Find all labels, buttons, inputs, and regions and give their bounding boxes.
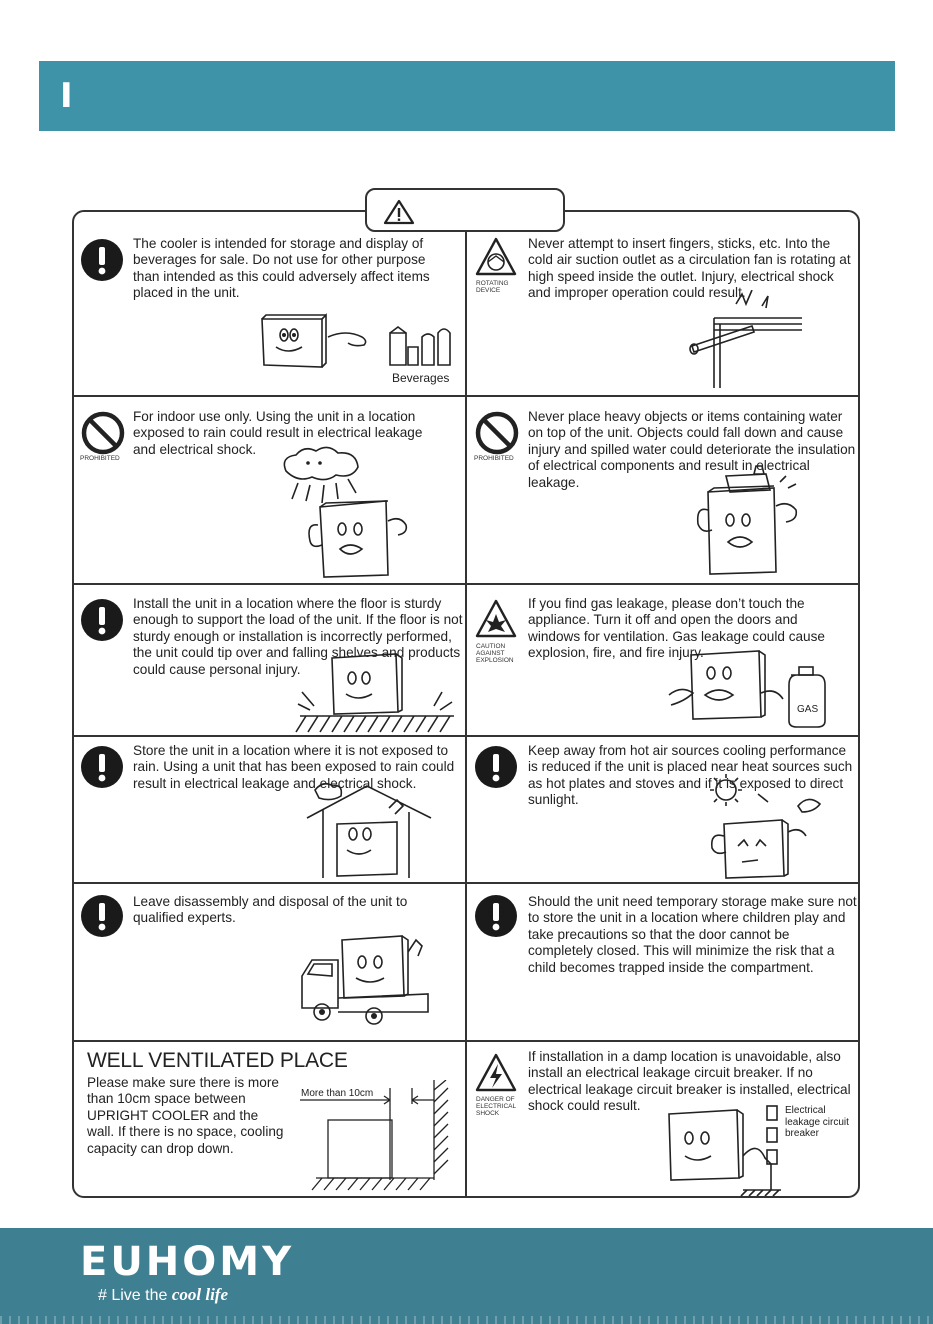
brand-logo: EUHOMY	[80, 1239, 295, 1285]
header-bar	[39, 61, 895, 131]
truck-illustration	[298, 932, 443, 1032]
heavy-objects-illustration	[690, 462, 815, 577]
cell-text: If installation in a damp location is unavoidable, also install an electrical leakage circuit breaker. If no electrical leakage circuit breaker is installed, electrical shock could result.	[528, 1049, 851, 1114]
ventilation-title: WELL VENTILATED PLACE	[87, 1049, 348, 1072]
prohibited-icon	[474, 410, 520, 456]
electric-shock-icon	[474, 1052, 518, 1094]
warning-triangle-icon	[383, 199, 415, 225]
symbol-caption: CAUTION AGAINST EXPLOSION	[476, 643, 514, 664]
cell-text: If you find gas leakage, please don’t touch the appliance. Turn it off and open the doors and windows for ventilation. Gas leakage could cause explosion, fire, and fire injury.	[528, 596, 825, 661]
cell-text: Should the unit need temporary storage make sure not to store the unit in a location where children play and take precautions so that the door cannot be completely closed. This will minimize the risk that a child becomes trapped inside the compartment.	[528, 894, 857, 975]
mandatory-icon	[474, 894, 518, 938]
rain-illustration	[276, 445, 436, 580]
mandatory-icon	[474, 745, 518, 789]
circuit-breaker-illustration	[665, 1100, 785, 1196]
beverages-label: Beverages	[392, 371, 450, 385]
row-divider	[73, 735, 859, 737]
mandatory-icon	[80, 238, 124, 282]
grid-divider	[465, 232, 467, 1198]
tagline-emphasis: cool life	[171, 1285, 229, 1304]
warning-tab	[365, 188, 565, 232]
cell-text: Leave disassembly and disposal of the unit to qualified experts.	[133, 894, 408, 926]
section-number: I	[60, 76, 73, 116]
symbol-caption: PROHIBITED	[80, 455, 120, 462]
symbol-caption: ROTATING DEVICE	[476, 280, 509, 294]
row-divider	[73, 1040, 859, 1042]
sturdy-floor-illustration	[292, 648, 460, 734]
mandatory-icon	[80, 598, 124, 642]
mandatory-icon	[80, 745, 124, 789]
mandatory-icon	[80, 894, 124, 938]
footer-dots	[0, 1316, 933, 1324]
cell-text: For indoor use only. Using the unit in a location exposed to rain could result in electrical leakage and electrical shock.	[133, 409, 423, 457]
cell-text: Install the unit in a location where the floor is sturdy enough to support the load of the unit. If the floor is not sturdy enough or installation is incorrectly performed, the unit could tip over and falling shelves and products could cause personal injury.	[133, 596, 463, 677]
fan-outlet-illustration	[688, 290, 808, 390]
cell-text: Store the unit in a location where it is not exposed to rain. Using a unit that has been exposed to rain could result in electrical leakage and electrical shock.	[133, 743, 455, 791]
cell-text: Please make sure there is more than 10cm space between UPRIGHT COOLER and the wall. If there is no space, cooling capacity can drop down.	[87, 1075, 284, 1156]
cell-text: Keep away from hot air sources cooling performance is reduced if the unit is placed near heat sources such as hot plates and stoves and if it is exposed to direct sunlight.	[528, 743, 853, 808]
symbol-caption: DANGER OF ELECTRICAL SHOCK	[476, 1096, 516, 1117]
heat-source-illustration	[698, 772, 838, 882]
gas-label: GAS	[797, 704, 819, 715]
cell-text: Never attempt to insert fingers, sticks, etc. Into the cold air suction outlet as a circulation fan is rotating at high speed inside the outlet. Injury, electrical shock and improper operation could result.	[528, 236, 851, 301]
beverages-illustration	[258, 287, 458, 379]
row-divider	[73, 583, 859, 585]
prohibited-icon	[80, 410, 126, 456]
clearance-label: More than 10cm	[301, 1088, 374, 1099]
breaker-label: Electrical leakage circuit breaker	[785, 1105, 849, 1139]
sheltered-unit-illustration	[305, 780, 435, 880]
row-divider	[73, 882, 859, 884]
explosion-icon	[474, 598, 518, 640]
cell-text: Never place heavy objects or items containing water on top of the unit. Objects could fall down and cause injury and spilled water could deteriorate the insulation of electrical components and result in electrical leakage.	[528, 409, 856, 490]
symbol-caption: PROHIBITED	[474, 455, 514, 462]
tagline-prefix: # Live the	[98, 1287, 168, 1304]
row-divider	[73, 395, 859, 397]
brand-tagline	[98, 1285, 228, 1305]
ventilation-diagram	[300, 1080, 460, 1192]
rotating-device-icon	[474, 236, 518, 278]
gas-leak-illustration	[665, 645, 830, 730]
cell-text: The cooler is intended for storage and display of beverages for sale. Do not use for other purpose than intended as this could adversely affect items placed in the unit.	[133, 236, 430, 301]
